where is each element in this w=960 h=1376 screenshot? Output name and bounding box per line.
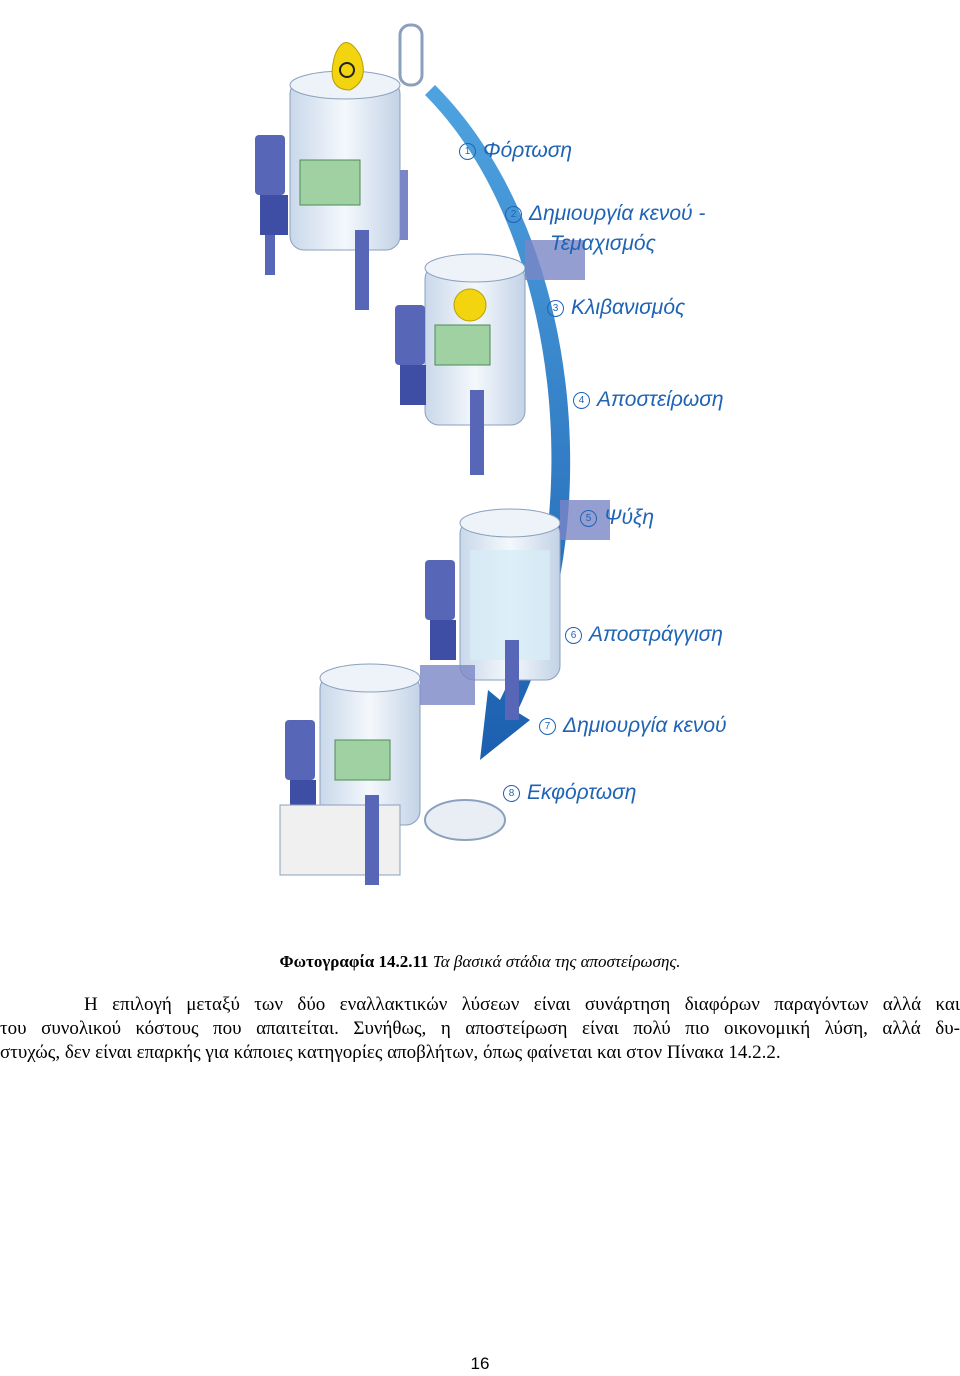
machine-stage-4	[280, 664, 505, 885]
step-3-text: Κλιβανισμός	[571, 296, 686, 319]
step-4-text: Αποστείρωση	[597, 388, 724, 411]
step-1-text: Φόρτωση	[483, 139, 573, 162]
step-4-label	[573, 388, 724, 412]
step-8-number: 8	[503, 785, 520, 802]
step-5-number: 5	[580, 510, 597, 527]
step-8-text: Εκφόρτωση	[527, 781, 637, 804]
body-line-1: Η επιλογή μεταξύ των δύο εναλλακτικών λύσεων είναι συνάρτηση διαφόρων παραγόντων αλλά και	[84, 994, 960, 1015]
step-2-number: 2	[505, 206, 522, 223]
page-number: 16	[470, 1354, 490, 1373]
step-8-label	[503, 781, 636, 805]
step-3-label	[547, 296, 685, 320]
step-6-label	[565, 623, 723, 647]
step-5-label	[580, 506, 654, 530]
caption-number: Φωτογραφία 14.2.11	[279, 952, 429, 971]
figure-caption	[0, 952, 960, 972]
caption-text: Τα βασικά στάδια της αποστείρωσης.	[432, 952, 681, 971]
step-5-text: Ψύξη	[604, 506, 655, 529]
step-7-label	[539, 714, 727, 738]
step-1-number: 1	[459, 143, 476, 160]
step-1-label	[459, 139, 572, 163]
step-7-number: 7	[539, 718, 556, 735]
step-6-number: 6	[565, 627, 582, 644]
step-2-text-continued: Τεμαχισμός	[550, 232, 656, 255]
step-3-number: 3	[547, 300, 564, 317]
step-7-text: Δημιουργία κενού	[563, 714, 727, 737]
body-paragraph	[0, 993, 960, 1065]
sterilization-stages-figure	[230, 0, 750, 900]
body-line-3: στυχώς, δεν είναι επαρκής για κάποιες κατηγορίες αποβλήτων, όπως φαίνεται και στον Πίνακα 14.2.2.	[0, 1042, 781, 1063]
step-6-text: Αποστράγγιση	[589, 623, 723, 646]
machine-stage-1	[255, 25, 422, 310]
step-2-label	[505, 202, 705, 226]
step-4-number: 4	[573, 392, 590, 409]
body-line-2: του συνολικού κόστους που απαιτείται. Συνήθως, η αποστείρωση είναι πολύ πιο οικονομική λύση, αλλά δυ-	[0, 1018, 960, 1039]
step-2-text: Δημιουργία κενού -	[529, 202, 706, 225]
sterilization-diagram	[230, 0, 750, 900]
